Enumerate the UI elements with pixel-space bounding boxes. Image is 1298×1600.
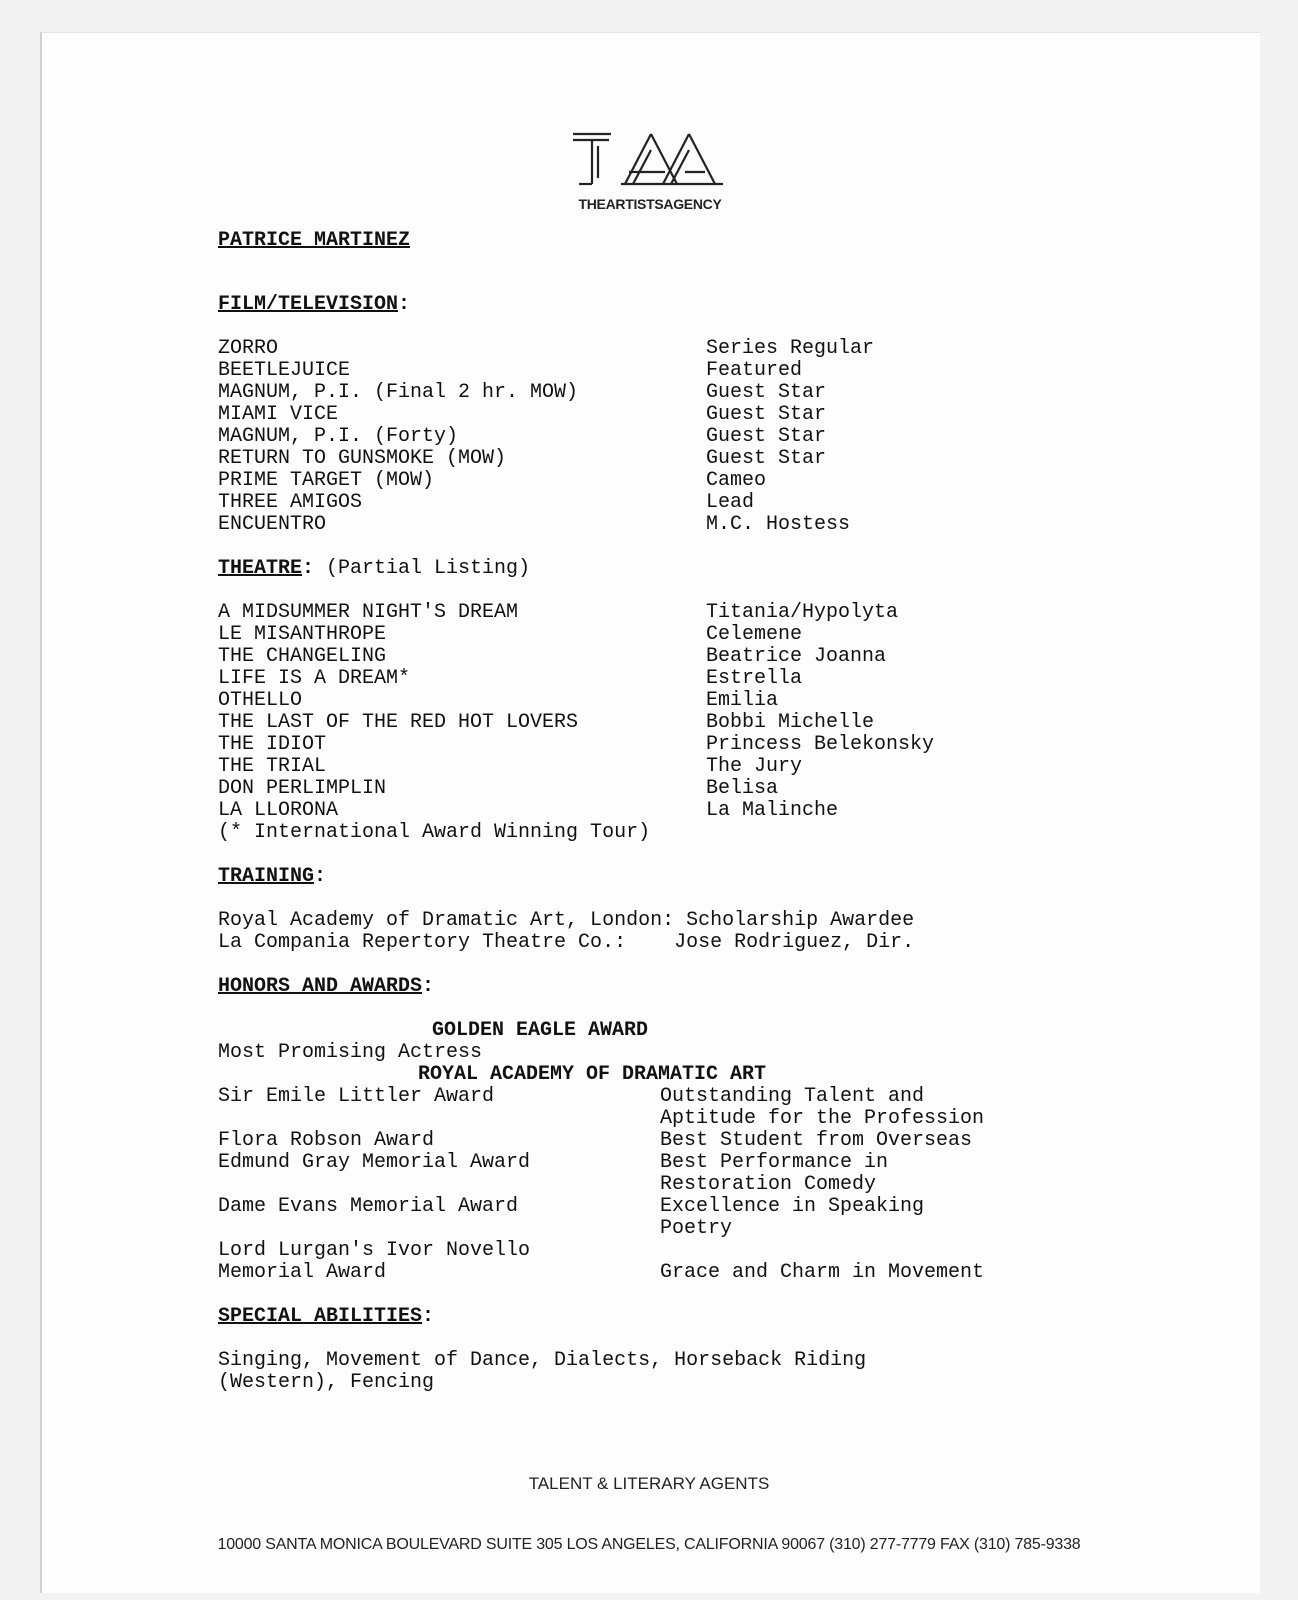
- award-name: Sir Emile Littler Award: [218, 1085, 495, 1108]
- list-item: THE IDIOT Princess Belekonsky: [218, 733, 935, 756]
- award-name: Dame Evans Memorial Award: [218, 1195, 519, 1218]
- award-row: [218, 1240, 1078, 1284]
- award-name: Most Promising Actress: [218, 1041, 483, 1064]
- footer-address: 10000 SANTA MONICA BOULEVARD SUITE 305 LOS ANGELES, CALIFORNIA 90067 (310) 277-7779 FAX (310) 785-9338: [217, 1536, 1081, 1553]
- list-item: THE CHANGELING Beatrice Joanna: [218, 645, 887, 668]
- list-item: MAGNUM, P.I. (Final 2 hr. MOW) Guest Star: [218, 381, 827, 404]
- list-item: RETURN TO GUNSMOKE (MOW) Guest Star: [218, 447, 827, 470]
- training-line: Royal Academy of Dramatic Art, London: Scholarship Awardee: [218, 909, 915, 932]
- award-row: [218, 1196, 1078, 1240]
- award-row: [218, 1152, 1078, 1196]
- award-desc: Poetry: [659, 1217, 732, 1240]
- award-desc: Best Performance in: [659, 1151, 888, 1174]
- award-desc: Grace and Charm in Movement: [659, 1261, 984, 1284]
- list-item: ENCUENTRO M.C. Hostess: [218, 513, 851, 536]
- list-item: THREE AMIGOS Lead: [218, 491, 755, 514]
- actor-name: PATRICE MARTINEZ: [218, 229, 411, 252]
- resume-body: [218, 230, 1078, 1394]
- award-name: Edmund Gray Memorial Award: [218, 1151, 531, 1174]
- list-item: LIFE IS A DREAM* Estrella: [218, 667, 803, 690]
- award-org: GOLDEN EAGLE AWARD: [432, 1019, 649, 1042]
- award-name: Lord Lurgan's Ivor Novello: [218, 1239, 531, 1262]
- theatre-list: [218, 602, 1078, 844]
- award-name: Memorial Award: [218, 1261, 387, 1284]
- list-item: MAGNUM, P.I. (Forty) Guest Star: [218, 425, 827, 448]
- special-heading: SPECIAL ABILITIES:: [218, 1305, 435, 1328]
- theatre-heading: THEATRE: (Partial Listing): [218, 557, 531, 580]
- film-tv-list: [218, 338, 1078, 536]
- training-heading: TRAINING:: [218, 865, 327, 888]
- film-tv-heading: FILM/TELEVISION:: [218, 293, 411, 316]
- award-row: [218, 1130, 1078, 1152]
- list-item: THE TRIAL The Jury: [218, 755, 803, 778]
- award-desc: Excellence in Speaking: [659, 1195, 924, 1218]
- list-item: THE LAST OF THE RED HOT LOVERS Bobbi Michelle: [218, 711, 875, 734]
- award-org: ROYAL ACADEMY OF DRAMATIC ART: [418, 1063, 767, 1086]
- list-item: PRIME TARGET (MOW) Cameo: [218, 469, 767, 492]
- list-item: ZORRO Series Regular: [218, 337, 875, 360]
- list-item: MIAMI VICE Guest Star: [218, 403, 827, 426]
- award-row: [218, 1086, 1078, 1130]
- agency-logo: [565, 128, 735, 218]
- taa-monogram-icon: [565, 128, 735, 194]
- award-name: Flora Robson Award: [218, 1129, 435, 1152]
- award-desc: Best Student from Overseas: [659, 1129, 972, 1152]
- award-desc: Restoration Comedy: [659, 1173, 876, 1196]
- list-item: OTHELLO Emilia: [218, 689, 779, 712]
- honors-heading: HONORS AND AWARDS:: [218, 975, 435, 998]
- award-desc: Aptitude for the Profession: [659, 1107, 984, 1130]
- theatre-note: (* International Award Winning Tour): [218, 821, 651, 844]
- special-line: (Western), Fencing: [218, 1371, 435, 1394]
- training-line: La Compania Repertory Theatre Co.: Jose Rodriguez, Dir.: [218, 931, 915, 954]
- award-desc: Outstanding Talent and: [659, 1085, 924, 1108]
- list-item: A MIDSUMMER NIGHT'S DREAM Titania/Hypolyta: [218, 601, 899, 624]
- special-line: Singing, Movement of Dance, Dialects, Horseback Riding: [218, 1349, 867, 1372]
- list-item: BEETLEJUICE Featured: [218, 359, 803, 382]
- list-item: LA LLORONA La Malinche: [218, 799, 839, 822]
- footer-tagline: TALENT & LITERARY AGENTS: [528, 1474, 770, 1493]
- list-item: DON PERLIMPLIN Belisa: [218, 777, 779, 800]
- special-list: [218, 1350, 1078, 1394]
- training-list: [218, 910, 1078, 954]
- list-item: LE MISANTHROPE Celemene: [218, 623, 803, 646]
- agency-wordmark: THEARTISTSAGENCY: [578, 196, 722, 212]
- honors-list: [218, 1020, 1078, 1284]
